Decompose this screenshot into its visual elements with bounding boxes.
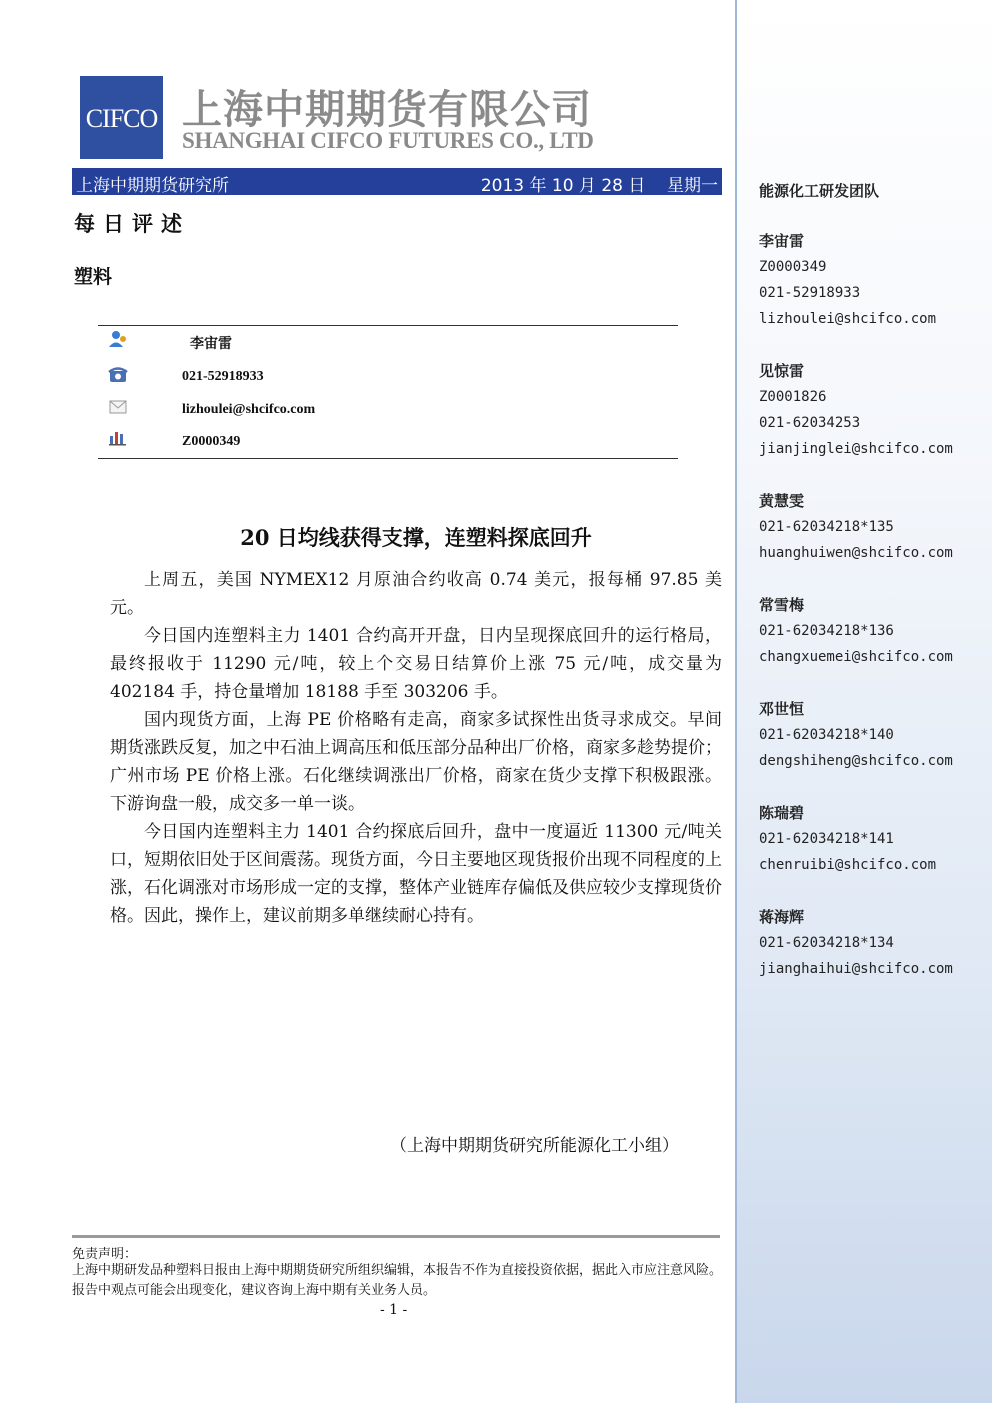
report-date	[481, 171, 718, 196]
license-icon	[108, 428, 128, 446]
member-email: chenruibi@shcifco.com	[759, 857, 937, 873]
member-email: changxuemei@shcifco.com	[759, 649, 953, 665]
member-email: huanghuiwen@shcifco.com	[759, 545, 953, 561]
member-phone: 021-62034218*135	[759, 519, 894, 535]
team-member	[759, 592, 953, 670]
member-license: Z0000349	[759, 259, 827, 275]
team-member	[759, 488, 953, 566]
weekday-text: 星期一	[667, 176, 718, 196]
date-text: 2013 年 10 月 28 日	[480, 176, 646, 196]
footer-rule	[72, 1235, 720, 1238]
team-member	[759, 800, 936, 878]
mail-icon	[108, 398, 128, 416]
article-paragraph: 上周五，美国 NYMEX12 月原油合约收高 0.74 美元，报每桶 97.85 美元。	[110, 570, 722, 618]
member-phone: 021-52918933	[759, 285, 861, 301]
article-paragraph: 国内现货方面，上海 PE 价格略有走高，商家多试探性出货寻求成交。早间期货涨跌反复，加之中石油上调高压和低压部分品种出厂价格，商家多趁势提价；广州市场 PE 价格上涨。石化继续调涨出厂价格，商家在货少支撑下积极跟涨。下游询盘一般，成交多一单一谈。	[110, 710, 722, 814]
member-phone: 021-62034218*140	[759, 727, 894, 743]
section-title: 每日评述	[74, 212, 190, 236]
company-logo	[80, 76, 163, 159]
team-member	[759, 904, 953, 982]
contact-name: 李宙雷	[190, 337, 232, 352]
company-name-en: SHANGHAI CIFCO FUTURES CO., LTD	[182, 128, 594, 153]
member-name: 陈瑞碧	[759, 804, 805, 822]
company-name-cn: 上海中期期货有限公司	[182, 87, 592, 133]
article-paragraph: 今日国内连塑料主力 1401 合约探底后回升，盘中一度逼近 11300 元/吨关口，短期依旧处于区间震荡。现货方面，今日主要地区现货报价出现不同程度的上涨，石化调涨对市场形成一定的支撑，整体产业链库存偏低及供应较少支撑现货价格。因此，操作上，建议前期多单继续耐心持有。	[110, 822, 722, 926]
article-signature: （上海中期期货研究所能源化工小组）	[390, 1136, 679, 1156]
institute-name: 上海中期期货研究所	[76, 176, 229, 196]
disclaimer-label: 免责声明：	[72, 1247, 138, 1262]
member-phone: 021-62034218*134	[759, 935, 894, 951]
article-paragraph: 今日国内连塑料主力 1401 合约高开开盘，日内呈现探底回升的运行格局，最终报收于 11290 元/吨，较上个交易日结算价上涨 75 元/吨，成交量为 402184 手，持仓量增加 18188 手至 303206 手。	[110, 626, 722, 702]
member-name: 黄慧雯	[759, 492, 805, 510]
phone-icon	[108, 366, 128, 384]
disclaimer-text: 上海中期研发品种塑料日报由上海中期期货研究所组织编辑，本报告不作为直接投资依据，据此入市应注意风险。报告中观点可能会出现变化，建议咨询上海中期有关业务人员。	[72, 1263, 723, 1298]
member-email: jianjinglei@shcifco.com	[759, 441, 953, 457]
member-email: jianghaihui@shcifco.com	[759, 961, 953, 977]
article-title: 20 日均线获得支撑，连塑料探底回升	[240, 525, 592, 550]
page-number: - 1 -	[380, 1302, 408, 1318]
member-email: dengshiheng@shcifco.com	[759, 753, 953, 769]
team-title: 能源化工研发团队	[759, 182, 880, 200]
member-phone: 021-62034218*141	[759, 831, 894, 847]
member-name: 李宙雷	[759, 232, 805, 250]
product-name: 塑料	[74, 266, 113, 288]
header-bar	[72, 168, 722, 195]
member-license: Z0001826	[759, 389, 827, 405]
contact-phone: 021-52918933	[182, 369, 264, 384]
team-member	[759, 228, 936, 332]
article-body	[110, 566, 722, 930]
logo-text: CIFCO	[85, 104, 158, 133]
member-phone: 021-62034218*136	[759, 623, 894, 639]
contact-bottom-rule	[98, 458, 678, 459]
research-team-sidebar	[735, 0, 992, 1403]
contact-top-rule	[98, 325, 678, 326]
member-name: 蒋海辉	[759, 908, 805, 926]
member-name: 邓世恒	[759, 700, 805, 718]
person-icon	[108, 330, 128, 348]
contact-email: lizhoulei@shcifco.com	[182, 402, 316, 417]
member-email: lizhoulei@shcifco.com	[759, 311, 937, 327]
contact-license: Z0000349	[182, 434, 241, 449]
member-name: 常雪梅	[759, 596, 805, 614]
team-member	[759, 696, 953, 774]
team-member	[759, 358, 953, 462]
member-phone: 021-62034253	[759, 415, 861, 431]
member-name: 见惊雷	[759, 362, 805, 380]
